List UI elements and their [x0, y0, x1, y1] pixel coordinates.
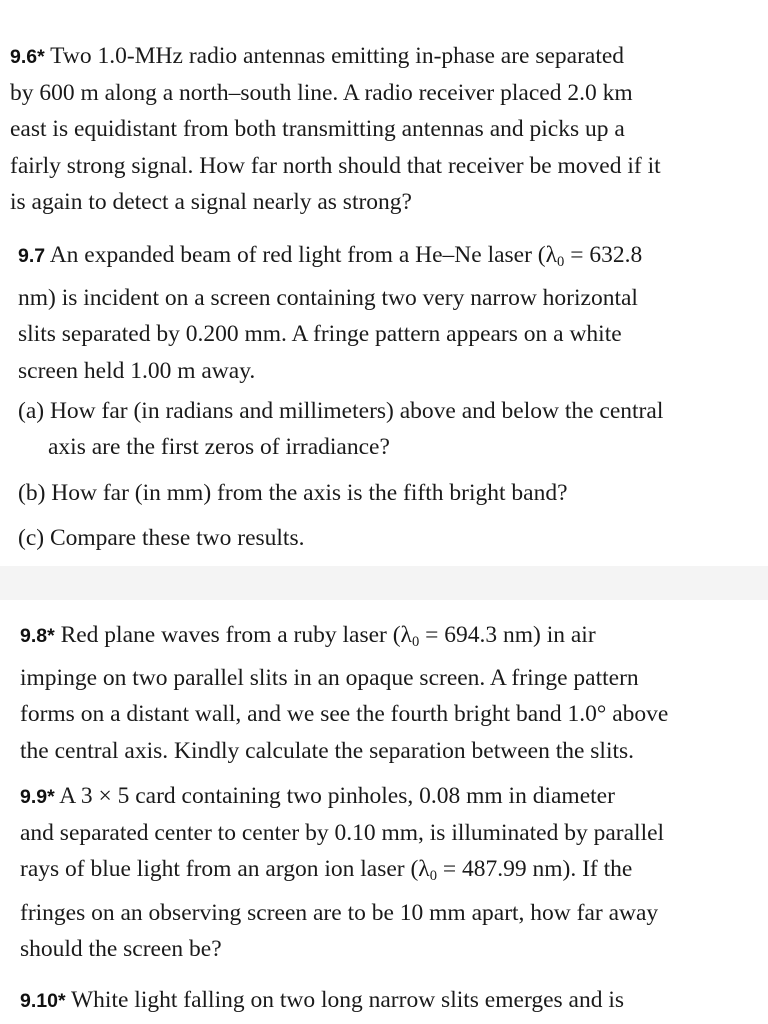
part-a: (a) How far (in radians and millimeters) above and below the central — [18, 398, 664, 424]
part-b: (b) How far (in mm) from the axis is the fifth bright band? — [18, 480, 568, 506]
subscript: 0 — [429, 868, 437, 885]
subscript: 0 — [411, 634, 420, 651]
problem-number: 9.10* — [20, 990, 66, 1012]
text-line: rays of blue light from an argon ion laser (λ — [20, 856, 430, 883]
text-line: screen held 1.00 m away. — [18, 357, 256, 384]
problem-number: 9.6* — [10, 46, 45, 68]
text-line: is again to detect a signal nearly as strong? — [10, 188, 412, 215]
text-line: A 3 × 5 card containing two pinholes, 0.08 mm in diameter — [59, 783, 615, 809]
text-line: forms on a distant wall, and we see the fourth bright band 1.0° above — [20, 701, 669, 728]
text-line: should the screen be? — [20, 935, 222, 962]
text-line: = 694.3 nm) in air — [419, 622, 596, 648]
text-line: = 632.8 — [564, 242, 643, 268]
text-line: nm) is incident on a screen containing two very narrow horizontal — [18, 285, 638, 312]
text-line: = 487.99 nm). If the — [436, 856, 633, 883]
text-line: slits separated by 0.200 mm. A fringe pattern appears on a white — [18, 321, 622, 348]
page-gap — [0, 566, 768, 600]
part-a-continued: axis are the first zeros of irradiance? — [48, 434, 390, 460]
problem-number: 9.7 — [18, 245, 46, 267]
problem-text — [10, 38, 758, 220]
text-line: fairly strong signal. How far north should that receiver be moved if it — [10, 152, 661, 179]
text-line: fringes on an observing screen are to be 10 mm apart, how far away — [20, 899, 659, 926]
problem-number: 9.8* — [20, 625, 55, 647]
text-line: Red plane waves from a ruby laser (λ — [60, 622, 412, 648]
problem-text — [18, 237, 758, 389]
text-line: An expanded beam of red light from a He–Ne laser (λ — [49, 242, 558, 268]
text-line: Two 1.0-MHz radio antennas emitting in-phase are separated — [50, 43, 625, 69]
problem-number: 9.9* — [20, 786, 55, 808]
text-line: White light falling on two long narrow slits emerges and is — [71, 987, 625, 1013]
subscript: 0 — [557, 254, 565, 271]
problem-text — [20, 982, 758, 1019]
problem-text — [20, 778, 758, 967]
text-line: and separated center to center by 0.10 mm, is illuminated by parallel — [20, 820, 665, 847]
text-line: by 600 m along a north–south line. A radio receiver placed 2.0 km — [10, 80, 633, 107]
text-line: east is equidistant from both transmitting antennas and picks up a — [10, 116, 625, 143]
text-line: impinge on two parallel slits in an opaque screen. A fringe pattern — [20, 665, 639, 692]
text-line: the central axis. Kindly calculate the separation between the slits. — [20, 737, 635, 764]
part-c: (c) Compare these two results. — [18, 525, 305, 551]
problem-text — [20, 617, 758, 769]
